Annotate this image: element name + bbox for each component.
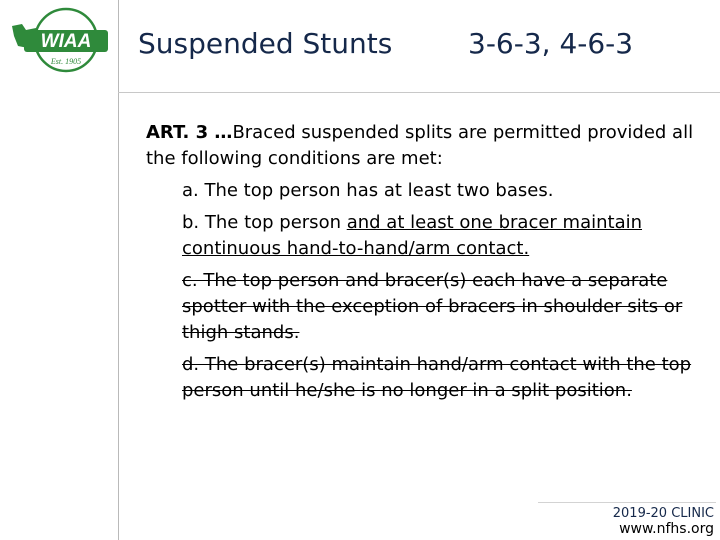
- condition-c-struck: c. The top person and bracer(s) each have a separate spotter with the exception of bracers in shoulder sits or thigh stands.: [182, 270, 683, 343]
- condition-d-struck: d. The bracer(s) maintain hand/arm contact with the top person until he/she is no longer in a split position.: [182, 354, 692, 401]
- page-title: Suspended Stunts: [138, 27, 393, 60]
- footer-clinic: 2019-20 CLINIC: [612, 506, 714, 521]
- wiaa-logo: [6, 6, 110, 74]
- condition-a: a. The top person has at least two bases.: [182, 180, 554, 201]
- rule-text: [146, 120, 706, 404]
- footer-url: www.nfhs.org: [619, 521, 714, 537]
- condition-b-prefix: b. The top person: [182, 212, 347, 233]
- footer-divider: [538, 502, 716, 503]
- sidebar-divider: [118, 0, 119, 540]
- article-number: ART. 3 …: [146, 122, 233, 143]
- logo-subtext: Est. 1905: [50, 57, 82, 66]
- article-text: Braced suspended splits are permitted provided all the following conditions are met:: [146, 122, 694, 169]
- condition-b: [146, 210, 706, 262]
- rule-reference: 3-6-3, 4-6-3: [468, 27, 634, 60]
- header-divider: [118, 92, 720, 93]
- condition-b-underlined: and at least one bracer maintain continuous hand-to-hand/arm contact.: [182, 212, 643, 259]
- logo-text: WIAA: [40, 31, 92, 52]
- article-lead: [146, 120, 706, 172]
